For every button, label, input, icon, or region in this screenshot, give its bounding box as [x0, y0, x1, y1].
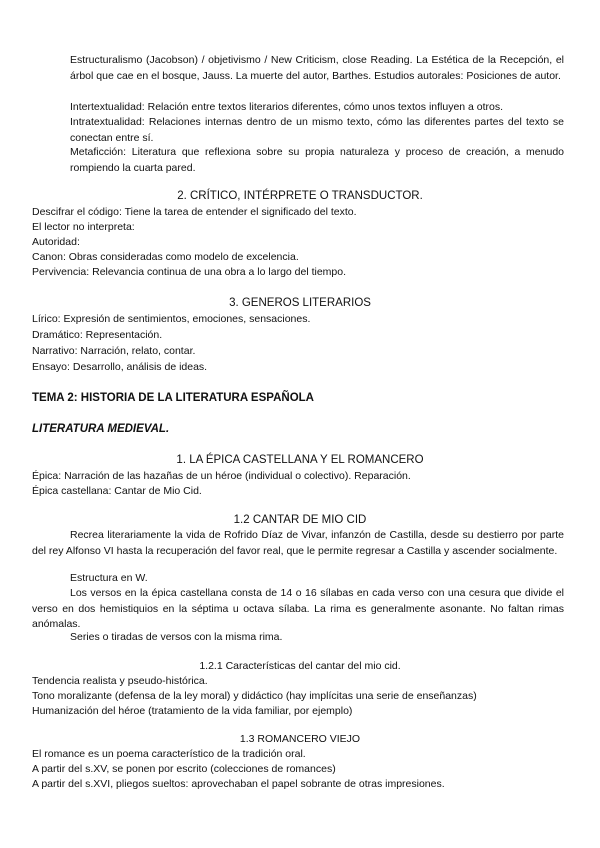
- section-heading-cantar: 1.2 CANTAR DE MIO CID: [233, 514, 367, 526]
- text-line: Dramático: Representación.: [32, 329, 163, 341]
- section-heading-caracteristicas: 1.2.1 Características del cantar del mio cid.: [199, 660, 401, 672]
- intro-paragraph-structuralism: Estructuralismo (Jacobson) / objetivismo / New Criticism, close Reading. La Estética de la Recepción, el árbol que cae en el bosque, Jauss. La muerte del autor, Barthes. Estudios autorales: Posiciones de autor.: [70, 54, 564, 82]
- text-line: Autoridad:: [32, 236, 80, 248]
- cantar-paragraph-recrea: Recrea literariamente la vida de Rofrido Díaz de Vivar, infanzón de Castilla, desde su destierro por parte del rey Alfonso VI hasta la recuperación del favor real, que le permite regresar a Castilla y ascender socialmente.: [32, 529, 564, 557]
- text-line: Tono moralizante (defensa de la ley moral) y didáctico (hay implícitas una serie de enseñanzas): [32, 690, 477, 702]
- text-line: Descifrar el código: Tiene la tarea de entender el significado del texto.: [32, 206, 357, 218]
- text-line: Lírico: Expresión de sentimientos, emociones, sensaciones.: [32, 313, 311, 325]
- section-heading-epica: 1. LA ÉPICA CASTELLANA Y EL ROMANCERO: [176, 454, 424, 466]
- text-line: Épica castellana: Cantar de Mio Cid.: [32, 485, 202, 497]
- section-heading-romancero: 1.3 ROMANCERO VIEJO: [239, 733, 361, 745]
- text-line: Narrativo: Narración, relato, contar.: [32, 345, 196, 357]
- text-line: Tendencia realista y pseudo-histórica.: [32, 675, 208, 687]
- text-line: El romance es un poema característico de la tradición oral.: [32, 748, 306, 760]
- text-line: A partir del s.XVI, pliegos sueltos: aprovechaban el papel sobrante de otras impresiones.: [32, 778, 445, 790]
- cantar-paragraph-versos: Los versos en la épica castellana consta de 14 o 16 sílabas en cada verso con una cesura que divide el verso en dos hemistiquios en la séptima u octava sílaba. La rima es generalmente asonante. No faltan rimas anómalas.: [32, 587, 564, 630]
- chapter-title: TEMA 2: HISTORIA DE LA LITERATURA ESPAÑOLA: [32, 392, 314, 404]
- text-line: Épica: Narración de las hazañas de un héroe (individual o colectivo). Reparación.: [32, 470, 411, 482]
- text-line: Estructura en W.: [70, 572, 148, 584]
- section-heading-critico: 2. CRÍTICO, INTÉRPRETE O TRANSDUCTOR.: [177, 190, 423, 202]
- section-heading-generos: 3. GENEROS LITERARIOS: [229, 297, 371, 309]
- text-line: Series o tiradas de versos con la misma rima.: [70, 631, 283, 643]
- chapter-subtitle: LITERATURA MEDIEVAL.: [32, 423, 170, 435]
- intro-paragraph-intertextuality: Intertextualidad: Relación entre textos literarios diferentes, cómo unos textos influyen a otros.: [70, 101, 504, 113]
- text-line: Pervivencia: Relevancia continua de una obra a lo largo del tiempo.: [32, 266, 347, 278]
- text-line: Canon: Obras consideradas como modelo de excelencia.: [32, 251, 299, 263]
- intro-paragraph-metafiction: Metaficción: Literatura que reflexiona sobre su propia naturaleza y proceso de creación, a menudo rompiendo la cuarta pared.: [70, 146, 564, 174]
- text-line: A partir del s.XV, se ponen por escrito (colecciones de romances): [32, 763, 336, 775]
- text-line: Ensayo: Desarrollo, análisis de ideas.: [32, 361, 208, 373]
- intro-paragraph-intratextuality: Intratextualidad: Relaciones internas dentro de un mismo texto, cómo las diferentes partes del texto se conectan entre sí.: [70, 116, 564, 144]
- text-line: El lector no interpreta:: [32, 221, 135, 233]
- text-line: Humanización del héroe (tratamiento de la vida familiar, por ejemplo): [32, 705, 353, 717]
